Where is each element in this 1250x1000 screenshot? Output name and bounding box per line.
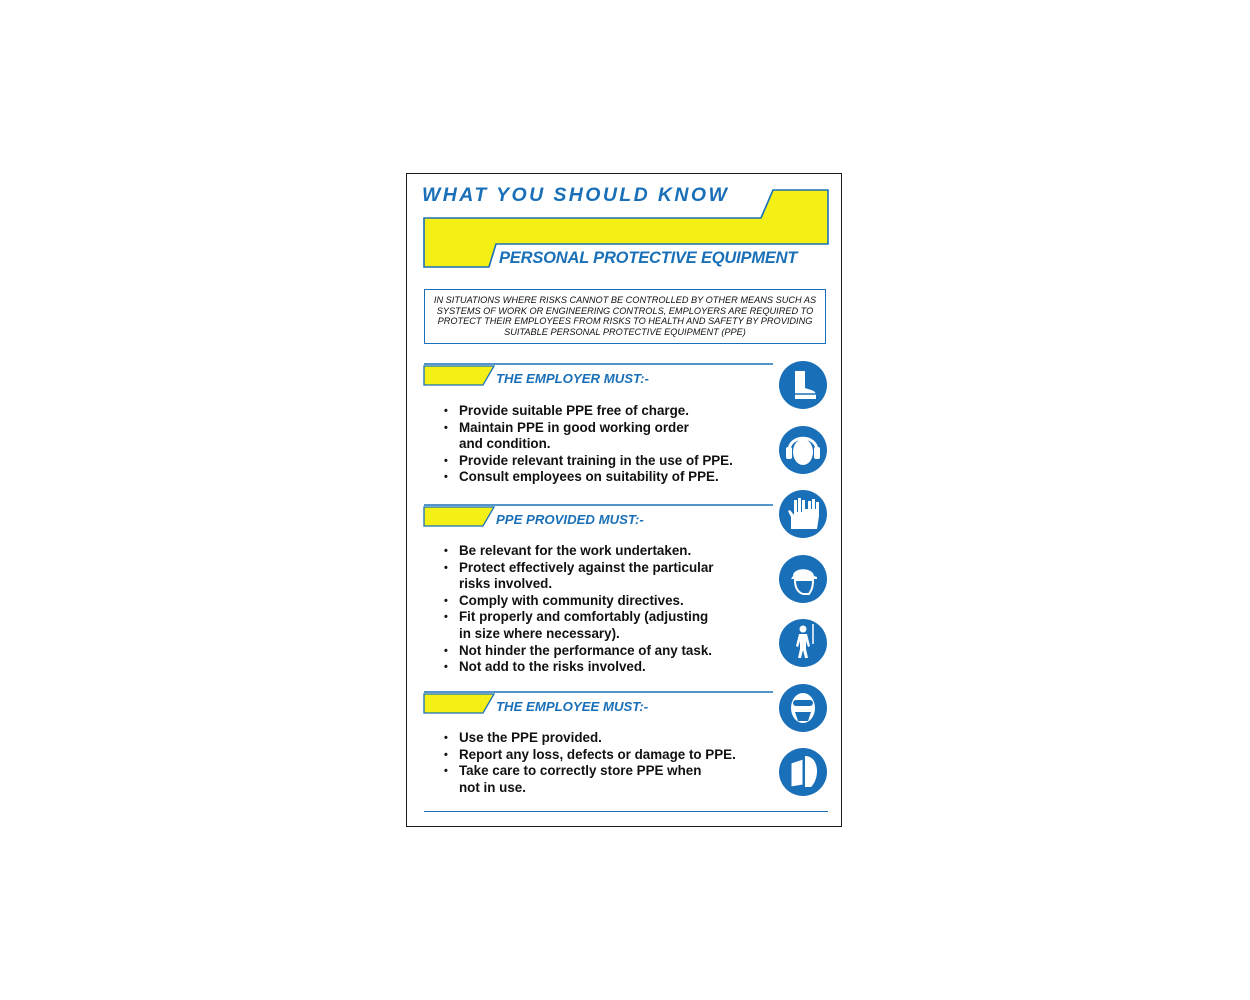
list-item: • Not hinder the performance of any task. [424, 643, 754, 660]
section-title-ppe-provided: PPE PROVIDED MUST:- [496, 512, 644, 527]
safety-harness-icon [778, 618, 828, 668]
ppe-requirements-list [424, 543, 754, 676]
section-title-employee: THE EMPLOYEE MUST:- [496, 699, 649, 714]
list-item: • Fit properly and comfortably (adjusting in size where necessary). [424, 609, 754, 642]
ppe-poster [406, 173, 842, 827]
list-item: • Provide relevant training in the use of PPE. [424, 453, 754, 470]
list-item: • Consult employees on suitability of PPE. [424, 469, 754, 486]
list-item: • Be relevant for the work undertaken. [424, 543, 754, 560]
intro-text: IN SITUATIONS WHERE RISKS CANNOT BE CONTROLLED BY OTHER MEANS SUCH AS SYSTEMS OF WORK OR ENGINEERING CONTROLS, EMPLOYERS ARE REQUIRED TO PROTECT THEIR EMPLOYEES FROM RISKS TO HEALTH AND SAFETY BY PROVIDING SUITABLE PERSONAL PROTECTIVE EQUIPMENT (PPE) [433, 295, 817, 337]
list-item: • Provide suitable PPE free of charge. [424, 403, 754, 420]
employer-duties-list [424, 403, 754, 486]
list-item: • Report any loss, defects or damage to PPE. [424, 747, 754, 764]
respirator-mask-icon [778, 683, 828, 733]
list-item: • Use the PPE provided. [424, 730, 754, 747]
face-shield-icon [778, 747, 828, 797]
header-title: WHAT YOU SHOULD KNOW [422, 184, 730, 206]
list-item: • Not add to the risks involved. [424, 659, 754, 676]
safety-gloves-icon [778, 489, 828, 539]
section-title-employer: THE EMPLOYER MUST:- [496, 371, 649, 386]
safety-boots-icon [778, 360, 828, 410]
list-item: • Take care to correctly store PPE when not in use. [424, 763, 754, 796]
list-item: • Maintain PPE in good working order and condition. [424, 420, 754, 453]
list-item: • Protect effectively against the particular risks involved. [424, 560, 754, 593]
bottom-rule [424, 811, 828, 812]
ear-protection-icon [778, 425, 828, 475]
employee-duties-list [424, 730, 754, 796]
header-subtitle: PERSONAL PROTECTIVE EQUIPMENT [499, 249, 798, 267]
intro-text-box [424, 289, 826, 344]
hard-hat-icon [778, 554, 828, 604]
list-item: • Comply with community directives. [424, 593, 754, 610]
